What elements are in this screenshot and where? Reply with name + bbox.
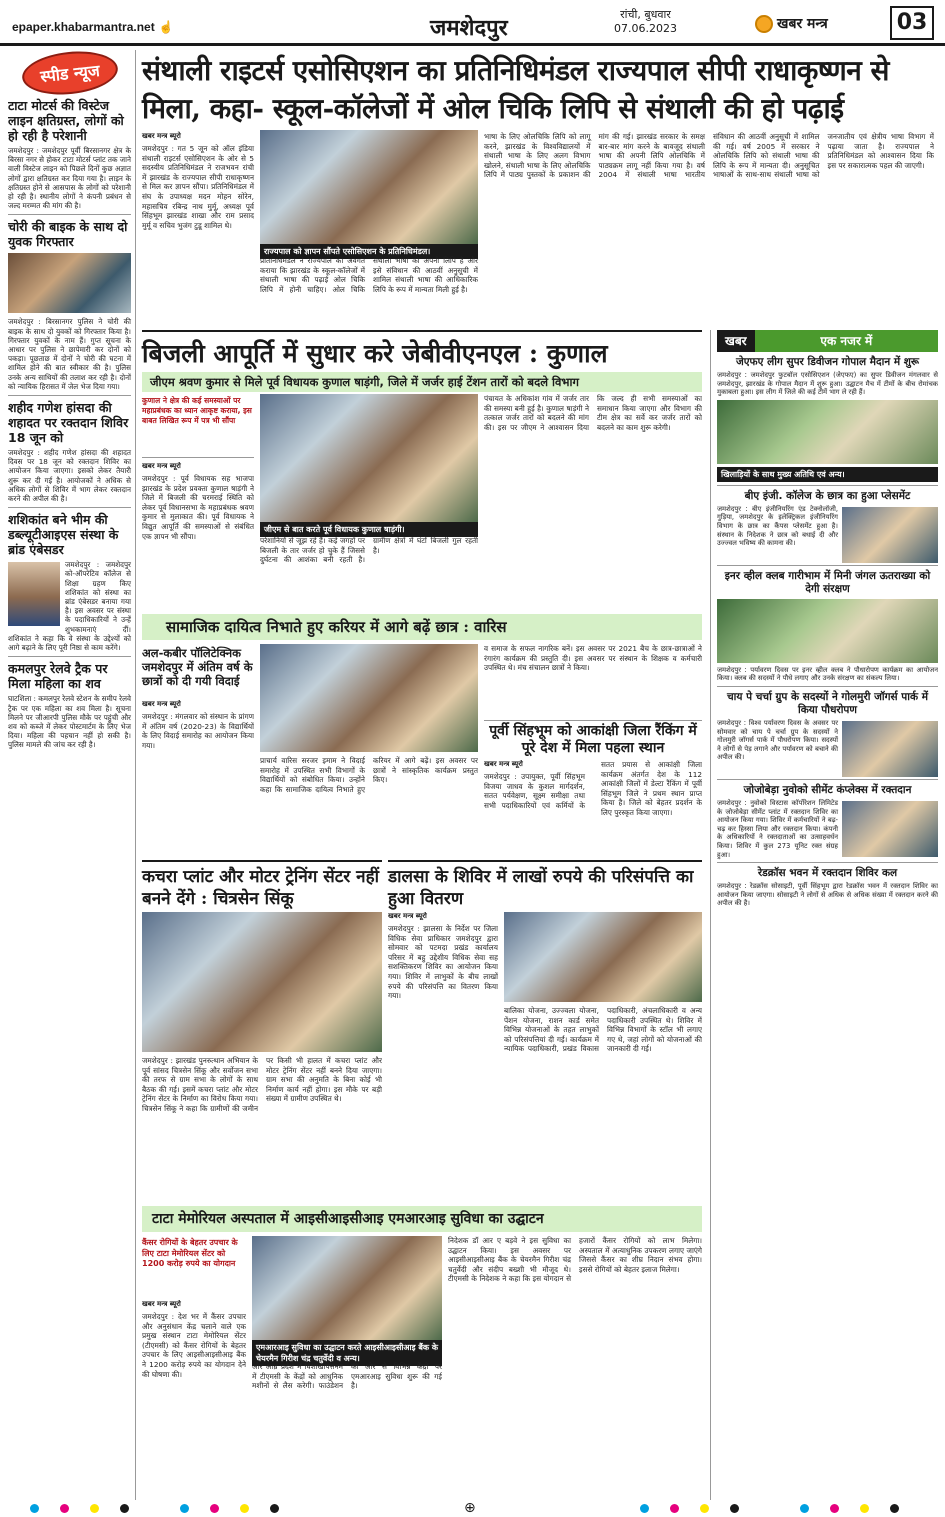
dateline-date: 07.06.2023 — [614, 22, 677, 35]
career-story-headline: सामाजिक दायित्व निभाते हुए करियर में आगे बढ़ें छात्र : वारिस — [142, 614, 702, 640]
divider — [717, 565, 938, 566]
tata-memorial-intro — [142, 1300, 246, 1488]
registration-dot — [120, 1504, 129, 1513]
byline: खबर मन्त्र ब्यूरो — [142, 700, 181, 708]
dalsa-camp-photo — [504, 912, 702, 1002]
right-story-6-text: जमशेदपुर : रेडक्रॉस सोसाइटी, पूर्वी सिंहभूम द्वारा रेडक्रॉस भवन में रक्तदान शिविर का आयोजन किया जाएगा। सोसाइटी ने लोगों से अधिक से अधिक संख्या में रक्तदान करने की अपील की है। — [717, 882, 938, 908]
kunal-story-intro — [142, 462, 254, 612]
kachra-plant-headline: कचरा प्लांट और मोटर ट्रेनिंग सेंटर नहीं बनने देंगे : चित्रसेन सिंकू — [142, 860, 382, 910]
divider — [717, 686, 938, 687]
registration-dot — [240, 1504, 249, 1513]
santhali-story-text-b: भाषा के लिए ओलचिकि लिपि को लागू करने, झारखंड के विश्वविद्यालयों में संथाली भाषा के लिए अलग विभाग खोलने, संथाली भाषा के लिए ओलचिकि लिपि में पाठ्य पुस्तकों के प्रकाशन की मांग की गई। झारखंड सरकार के समक्ष बार-बार मांग करने के बावजूद संथाली भाषा की अपनी लिपि ओलचिकि में पाठ्यक्रम लागू नहीं किया गया है। वर्ष 2004 में संथाली भाषा भारतीय संविधान की आठवीं अनुसूची में शामिल की गई। वर्ष 2005 में सरकार ने ओलचिकि लिपि को संथाली भाषा की लिपि के रूप में मान्यता दी। अनुसूचित भाषाओं के साथ-साथ संथाली भाषा को जनजातीय एवं क्षेत्रीय भाषा विभाग में पढ़ाया जाता है। राज्यपाल ने प्रतिनिधिमंडल को आश्वासन दिया कि इस पर सकारात्मक पहल की जाएगी। — [484, 132, 934, 180]
byline: खबर मन्त्र ब्यूरो — [142, 1300, 181, 1308]
left-story-4-text: जमशेदपुर : जमशेदपुर को-ऑपरेटिव कॉलेज से शिक्षा ग्रहण किए शशिकांत को संस्था का ब्रांड एंबेसडर बनाया गया है। इस अवसर पर संस्था के पदाधिकारियों ने उन्हें शुभकामनाएं दीं। शशिकांत ने कहा कि वे संस्था के उद्देश्यों को आगे बढ़ाने के लिए पूरी निष्ठा से काम करेंगे। — [8, 560, 131, 653]
right-story-3-headline: इनर व्हील क्लब गारीभाम में मिनी जंगल ऊतराख्या को देगी संरक्षण — [724, 569, 931, 595]
site-url[interactable]: epaper.khabarmantra.net ☝ — [12, 20, 174, 34]
right-story-5-headline: जोजोबेड़ा नुवोको सीमेंट कंप्लेक्स में रक्तदान — [743, 783, 912, 796]
registration-dot — [700, 1504, 709, 1513]
left-story-2-photo — [8, 253, 131, 313]
kunal-story-intro-text: जमशेदपुर : पूर्व विधायक सह भाजपा झारखंड के प्रदेश प्रवक्ता कुणाल षाड़ंगी ने जिले में बिजली की चरमराई स्थिति को लेकर पूर्व विधानसभा के महाप्रबंधक श्रवण कुमार से मुलाकात की। पूर्व विधायक ने विद्युत आपूर्ति की समस्याओं से संबंधित एक ज्ञापन भी सौंपा। — [142, 474, 254, 541]
kunal-story-subhead: जीएम श्रवण कुमार से मिले पूर्व विधायक कुणाल षाड़ंगी, जिले में जर्जर हाई टेंशन तारों को बदले विभाग — [142, 372, 702, 392]
kunal-story-caption: जीएम से बात करते पूर्व विधायक कुणाल षाड़ंगी। — [260, 522, 478, 537]
right-story-5-text: जमशेदपुर : नुवोको विस्टास कॉर्पोरेशन लिमिटेड के जोजोबेड़ा सीमेंट प्लांट में रक्तदान शिविर का आयोजन किया गया। शिविर में कर्मचारियों ने बढ़-चढ़ कर हिस्सा लिया और रक्तदान किया। कंपनी के अधिकारियों ने रक्तदाताओं का उत्साहवर्धन किया। शिविर में कुल 273 यूनिट रक्त संग्रह हुआ। — [717, 798, 838, 859]
brand: खबर मन्त्र — [755, 14, 828, 33]
divider — [717, 862, 938, 863]
registration-dot — [90, 1504, 99, 1513]
right-story-2-photo — [842, 507, 938, 563]
registration-dot — [30, 1504, 39, 1513]
dalsa-camp-intro-text: जमशेदपुर : झालसा के निर्देश पर जिला विधिक सेवा प्राधिकार जमशेदपुर द्वारा सोमवार को पटमदा प्रखंड कार्यालय परिसर में बहु उद्देशीय विधिक सेवा सह सशक्तिकरण शिविर का आयोजन किया गया। शिविर में लाभुकों के बीच लाखों रुपये की परिसंपत्ति का वितरण किया गया। — [388, 924, 498, 1001]
left-story-2-headline: चोरी की बाइक के साथ दो युवक गिरफ्तार — [8, 219, 128, 250]
registration-dot — [800, 1504, 809, 1513]
tata-memorial-text-a: जमशेदपुर : देश भर में कैंसर उपचार और अनुसंधान केंद्र चलाने वाले एक प्रमुख संस्थान टाटा मेमोरियल सेंटर (टीएमसी) को कैंसर रोगियों के बेहतर उपचार के लिए आइसीआइसीआइ बैंक ने 1200 करोड़ रुपये का योगदान देने की घोषणा की। — [142, 1312, 246, 1379]
main-headline: संथाली राइटर्स एसोसिएशन का प्रतिनिधिमंडल राज्यपाल सीपी राधाकृष्णन से मिला, कहा- स्कूल-कॉलेजों में ओल चिकि लिपि से संथाली की हो पढ़ाई — [142, 54, 889, 125]
right-story-4-text: जमशेदपुर : विश्व पर्यावरण दिवस के अवसर पर सोमवार को चाय पे चर्चा ग्रुप के सदस्यों ने गोलमुरी जॉगर्स पार्क में पौधरोपण किया। सदस्यों ने लोगों से पेड़ लगाने और पर्यावरण को बचाने की अपील की। — [717, 718, 838, 762]
kachra-plant-photo — [142, 912, 382, 1052]
dalsa-camp-intro — [388, 912, 498, 1202]
santhali-story-caption: राज्यपाल को ज्ञापन सौंपते एसोसिएशन के प्रतिनिधिमंडल। — [260, 244, 478, 259]
registration-dot — [60, 1504, 69, 1513]
tata-memorial-headline: टाटा मेमोरियल अस्पताल में आइसीआइसीआइ एमआरआइ सुविधा का उद्घाटन — [142, 1206, 702, 1232]
kunal-story-photo — [260, 394, 478, 522]
right-story-3-photo — [717, 599, 938, 663]
masthead — [0, 0, 945, 46]
right-story-1-headline: जेएफए लीग सुपर डिवीजन गोपाल मैदान में शुरू — [735, 356, 920, 368]
divider — [717, 779, 938, 780]
santhali-story-intro-text: जमशेदपुर : गत 5 जून को ऑल इंडिया संथाली राइटर्स एसोसिएशन के ओर से 5 सदस्यीय प्रतिनिधिमंडल ने राजभवन रांची में झारखंड के राज्यपाल सीपी राधाकृष्णन से मिल कर ज्ञापन सौंपा। प्रतिनिधिमंडल में संघ के उपाध्यक्ष मदन मोहन सोरेन, महासचिव रबिन्द्र नाथ मुर्मू, अध्यक्ष पूर्व सिंहभूम झारखंड शाखा और राम प्रसाद मुर्मू व सचिव भुजंग टुडू शामिल थे। — [142, 144, 254, 230]
dalsa-camp-text: बालिका योजना, उज्ज्वला योजना, पेंशन योजना, राशन कार्ड समेत विभिन्न योजनाओं के तहत लाभुकों को परिसंपत्तियां दी गईं। कार्यक्रम में न्यायिक पदाधिकारी, प्रखंड विकास पदाधिकारी, अंचलाधिकारी व अन्य पदाधिकारी उपस्थित थे। शिविर में विभिन्न विभागों के स्टॉल भी लगाए गए थे, जहां लोगों को योजनाओं की जानकारी दी गई। — [504, 1006, 702, 1054]
left-story-1-text: जमशेदपुर : जमशेदपुर पूर्वी बिरसानगर क्षेत्र के बिरसा नगर से होकर टाटा मोटर्स प्लांट तक जाने वाली विस्टेज लाइन को पिछले दिनों कुछ अज्ञात लोगों द्वारा क्षतिग्रस्त कर दिया गया है। लाइन के क्षतिग्रस्त होने से आसपास के लोगों को परेशानी हो रही है। स्थानीय लोगों ने कंपनी प्रबंधन से जल्द मरम्मत की मांग की है। — [8, 146, 131, 211]
crosshair-icon: ⊕ — [464, 1500, 476, 1516]
left-story-3-text: जमशेदपुर : शहीद गणेश हांसदा की शहादत दिवस पर 18 जून को रक्तदान शिविर का आयोजन किया जाएगा। इसको लेकर तैयारी शुरू कर दी गई है। आयोजकों ने अधिक से अधिक लोगों से शिविर में भाग लेकर रक्तदान करने की अपील की है। — [8, 448, 131, 504]
left-story-3-headline: शहीद गणेश हांसदा की शहादत पर रक्तदान शिविर 18 जून को — [8, 400, 129, 446]
right-story-2-text: जमशेदपुर : बीए इंजीनियरिंग एंड टेक्नोलॉजी, गुड़िया, जमशेदपुर के इलेक्ट्रिकल इंजीनियरिंग विभाग के छात्र का कैंपस प्लेसमेंट हुआ है। संस्थान के निदेशक ने छात्र को बधाई दी और उज्ज्वल भविष्य की कामना की। — [717, 504, 838, 548]
tata-memorial-photo — [252, 1236, 442, 1340]
right-story-6-headline: रेडक्रॉस भवन में रक्तदान शिविर कल — [757, 867, 898, 880]
santhali-story-photo — [260, 130, 478, 244]
kunal-story-text-b: पंचायत के अधिकांश गांव में जर्जर तार की समस्या बनी हुई है। कुणाल षाड़ंगी ने तत्काल जर्जर तारों को बदलने की मांग की। इस पर जीएम ने आश्वासन दिया कि जल्द ही सभी समस्याओं का समाधान किया जाएगा और विभाग की टीम क्षेत्र का सर्वे कर जर्जर तारों को बदलने का काम शुरू करेगी। — [484, 394, 702, 432]
edition-city: जमशेदपुर — [430, 15, 508, 41]
byline: खबर मन्त्र ब्यूरो — [484, 760, 523, 768]
registration-dot — [730, 1504, 739, 1513]
career-story-text-b: प्राचार्य वारिस सरजर इमाम ने विदाई समारोह में उपस्थित सभी विभागों के विद्यार्थियों को संबोधित किया। उन्होंने कहा कि सामाजिक दायित्व निभाते हुए करियर में आगे बढ़ें। इस अवसर पर छात्रों ने सांस्कृतिक कार्यक्रम प्रस्तुत किए। — [260, 756, 478, 794]
kunal-story-text-a: परेशानियों से जूझ रहे हैं। कई जगहों पर बिजली के तार जर्जर हो चुके हैं जिससे दुर्घटना की आशंका बनी रहती है। ग्रामीण क्षेत्रों में घंटों बिजली गुल रहती है। — [260, 536, 478, 565]
right-story-3-text: जमशेदपुर : पर्यावरण दिवस पर इनर व्हील क्लब ने पौधारोपण कार्यक्रम का आयोजन किया। क्लब की सदस्यों ने पौधे लगाए और उनके संरक्षण का संकल्प लिया। — [717, 665, 938, 683]
left-story-5-headline: कमलपुर रेलवे ट्रैक पर मिला महिला का शव — [8, 661, 108, 692]
page-number: 03 — [890, 6, 934, 40]
santhali-story-text-a: प्रतिनिधिमंडल ने राज्यपाल को अवगत कराया कि झारखंड के स्कूल-कॉलेजों में संथाली भाषा की पढ़ाई ओल चिकि लिपि में होनी चाहिए। ओल चिकि संथाली भाषा की अपनी लिपि है और इसे संविधान की आठवीं अनुसूची में शामिल संथाली भाषा की आधिकारिक लिपि के रूप में मान्यता मिली हुई है। — [260, 256, 478, 294]
tata-memorial-text-b: और आंध्र प्रदेश में विशाखापत्तनम में टीएमसी के केंद्रों को आधुनिक मशीनों से लैस करेगी। फाउंडेशन की ओर से विभिन्न केंद्रों पर एमआरआइ सुविधा शुरू की गई है। — [252, 1362, 442, 1391]
right-story-2-headline: बीए इंजी. कॉलेज के छात्र का हुआ प्लेसमेंट — [744, 489, 911, 502]
ek-nazar-banner — [717, 330, 938, 352]
left-story-1-headline: टाटा मोटर्स की विस्टेज लाइन क्षतिग्रस्त, लोगों को हो रही है परेशानी — [8, 98, 124, 143]
dalsa-camp-headline: डालसा के शिविर में लाखों रुपये की परिसंपत्ति का हुआ वितरण — [388, 860, 702, 910]
right-column-ek-nazar — [710, 330, 938, 1500]
divider — [8, 507, 131, 508]
career-story-photo — [260, 644, 478, 752]
registration-dot — [890, 1504, 899, 1513]
left-story-4-headline: शशिकांत बने भीम की डब्ल्यूटीआइएस संस्था के ब्रांड एंबेसडर — [8, 512, 119, 558]
banner-ek-nazar: एक नजर में — [820, 334, 873, 348]
left-story-2-text: जमशेदपुर : बिरसानगर पुलिस ने चोरी की बाइक के साथ दो युवकों को गिरफ्तार किया है। गिरफ्तार युवकों के नाम हैं। गुप्त सूचना के आधार पर पुलिस ने छापेमारी कर दोनों को पकड़ा। पूछताछ में दोनों ने चोरी की घटना में शामिल होने की बात स्वीकार की है। पुलिस उनके अन्य साथियों की तलाश कर रही है। दोनों को न्यायिक हिरासत में जेल भेज दिया गया। — [8, 317, 131, 391]
career-story-text-c: व समाज के सफल नागरिक बनें। इस अवसर पर 2021 बैच के छात्र-छात्राओं ने रंगारंग कार्यक्रम की प्रस्तुति दी। इस अवसर पर संस्थान के शिक्षक व कर्मचारी उपस्थित थे। मंच संचालन छात्रों ने किया। — [484, 644, 702, 673]
left-story-5-text: घाटशिला : कमलपुर रेलवे स्टेशन के समीप रेलवे ट्रैक पर एक महिला का शव मिला है। सूचना मिलने पर जीआरपी पुलिस मौके पर पहुंची और शव को कब्जे में लेकर पोस्टमार्टम के लिए भेज दिया। महिला की पहचान नहीं हो सकी है। पुलिस मामले की जांच कर रही है। — [8, 694, 131, 750]
career-story-intro — [142, 700, 254, 780]
brand-logo-icon — [755, 15, 773, 33]
right-story-4-headline: चाय पे चर्चा ग्रुप के सदस्यों ने गोलमुरी जॉगर्स पार्क में किया पौधरोपण — [727, 690, 928, 716]
career-story-intro-text: जमशेदपुर : मंगलवार को संस्थान के प्रांगण में अंतिम वर्ष (2020-23) के विद्यार्थियों के लिए विदाई समारोह का आयोजन किया गया। — [142, 712, 254, 750]
divider — [8, 656, 131, 657]
tata-memorial-highlight: कैंसर रोगियों के बेहतर उपचार के लिए टाटा मेमोरियल सेंटर को 1200 करोड़ रुपये का योगदान — [142, 1238, 238, 1268]
dateline — [614, 8, 677, 36]
tata-memorial-caption: एमआरआइ सुविधा का उद्घाटन करते आइसीआइसीआइ बैंक के चेयरमैन गिरीश चंद्र चतुर्वेदी व अन्य। — [252, 1340, 442, 1366]
kachra-plant-text: जमशेदपुर : झारखंड पुनरुत्थान अभियान के पूर्व सांसद चित्रसेन सिंकू और सर्वोजन सभा की तरफ से ग्राम सभा के लोगों के साथ बैठक की गई। इसमें कचरा प्लांट और मोटर ट्रेनिंग सेंटर के निर्माण का विरोध किया गया। चित्रसेन सिंकू ने कहा कि ग्रामीणों की जमीन पर किसी भी हालत में कचरा प्लांट और मोटर ट्रेनिंग सेंटर नहीं बनने दिया जाएगा। ग्राम सभा की अनुमति के बिना कोई भी निर्माण कार्य नहीं होगा। इस मौके पर बड़ी संख्या में ग्रामीण उपस्थित थे। — [142, 1056, 382, 1113]
registration-dot — [860, 1504, 869, 1513]
right-story-1-text: जमशेदपुर : जमशेदपुर फुटबॉल एसोसिएशन (जेएफए) का सुपर डिवीजन मंगलवार से जमशेदपुर, झारखंड के गोपाल मैदान में शुरू हुआ। उद्घाटन मैच में टीमों के बीच रोमांचक मुकाबला हुआ। इस लीग में जिले की कई टीमें भाग ले रही हैं। — [717, 371, 938, 397]
registration-dot — [270, 1504, 279, 1513]
registration-dot — [830, 1504, 839, 1513]
divider — [8, 395, 131, 396]
career-story-kicker: अल-कबीर पॉलिटेक्निक जमशेदपुर में अंतिम वर्ष के छात्रों को दी गयी विदाई — [142, 646, 253, 688]
right-story-1-caption: खिलाड़ियों के साथ मुख्य अतिथि एवं अन्य। — [717, 467, 938, 482]
registration-dot — [640, 1504, 649, 1513]
ranking-story-body — [484, 760, 702, 856]
divider — [8, 214, 131, 215]
right-story-4-photo — [842, 721, 938, 777]
right-story-5-photo — [842, 801, 938, 857]
left-story-4-portrait — [8, 562, 60, 626]
tata-memorial-text-c: निदेशक डॉ आर ए बड़वे ने इस सुविधा का उद्घाटन किया। इस अवसर पर आइसीआइसीआइ बैंक के चेयरमैन गिरीश चंद्र चतुर्वेदी और संदीप बख्शी भी मौजूद थे। टीएमसी के निदेशक ने कहा कि इस योगदान से हजारों कैंसर रोगियों को लाभ मिलेगा। अस्पताल में अत्याधुनिक उपकरण लगाए जाएंगे जिससे कैंसर का शीघ्र निदान संभव होगा। इससे रोगियों को बेहतर इलाज मिलेगा। — [448, 1236, 702, 1284]
ranking-story-headline: पूर्वी सिंहभूम को आकांक्षी जिला रैंकिंग में पूरे देश में मिला पहला स्थान — [484, 720, 702, 757]
banner-khabar: खबर — [717, 330, 755, 352]
registration-dot — [210, 1504, 219, 1513]
right-story-1-photo — [717, 400, 938, 464]
byline: खबर मन्त्र ब्यूरो — [142, 132, 181, 140]
pointer-hand-icon: ☝ — [158, 20, 174, 34]
byline: खबर मन्त्र ब्यूरो — [388, 912, 427, 920]
left-column — [8, 50, 136, 1500]
dateline-place: रांची, बुधवार — [620, 8, 671, 21]
byline: खबर मन्त्र ब्यूरो — [142, 462, 181, 470]
registration-dot — [670, 1504, 679, 1513]
kunal-story-headline: बिजली आपूर्ति में सुधार करे जेबीवीएनएल : कुणाल — [142, 330, 702, 370]
ranking-story-text: जमशेदपुर : उपायुक्त, पूर्वी सिंहभूम विजया जाधव के कुशल मार्गदर्शन, सतत पर्यवेक्षण, सूक्ष्म समीक्षा तथा सभी पदाधिकारियों एवं कर्मियों के सतत प्रयास से आकांक्षी जिला कार्यक्रम अंतर्गत देश के 112 आकांक्षी जिलों में डेल्टा रैंकिंग में पूर्वी सिंहभूम जिले ने प्रथम स्थान प्राप्त किया है। जिले को बेहतर प्रदर्शन के लिए पुरस्कृत किया जाएगा। — [484, 760, 702, 817]
registration-dot — [180, 1504, 189, 1513]
speed-news-badge: स्पीड न्यूज — [20, 50, 120, 99]
divider — [717, 485, 938, 486]
kunal-story-highlight: कुणाल ने क्षेत्र की कई समस्याओं पर महाप्रबंधक का ध्यान आकृष्ट कराया, इस बाबत लिखित रूप में पत्र भी सौंपा — [142, 396, 254, 458]
